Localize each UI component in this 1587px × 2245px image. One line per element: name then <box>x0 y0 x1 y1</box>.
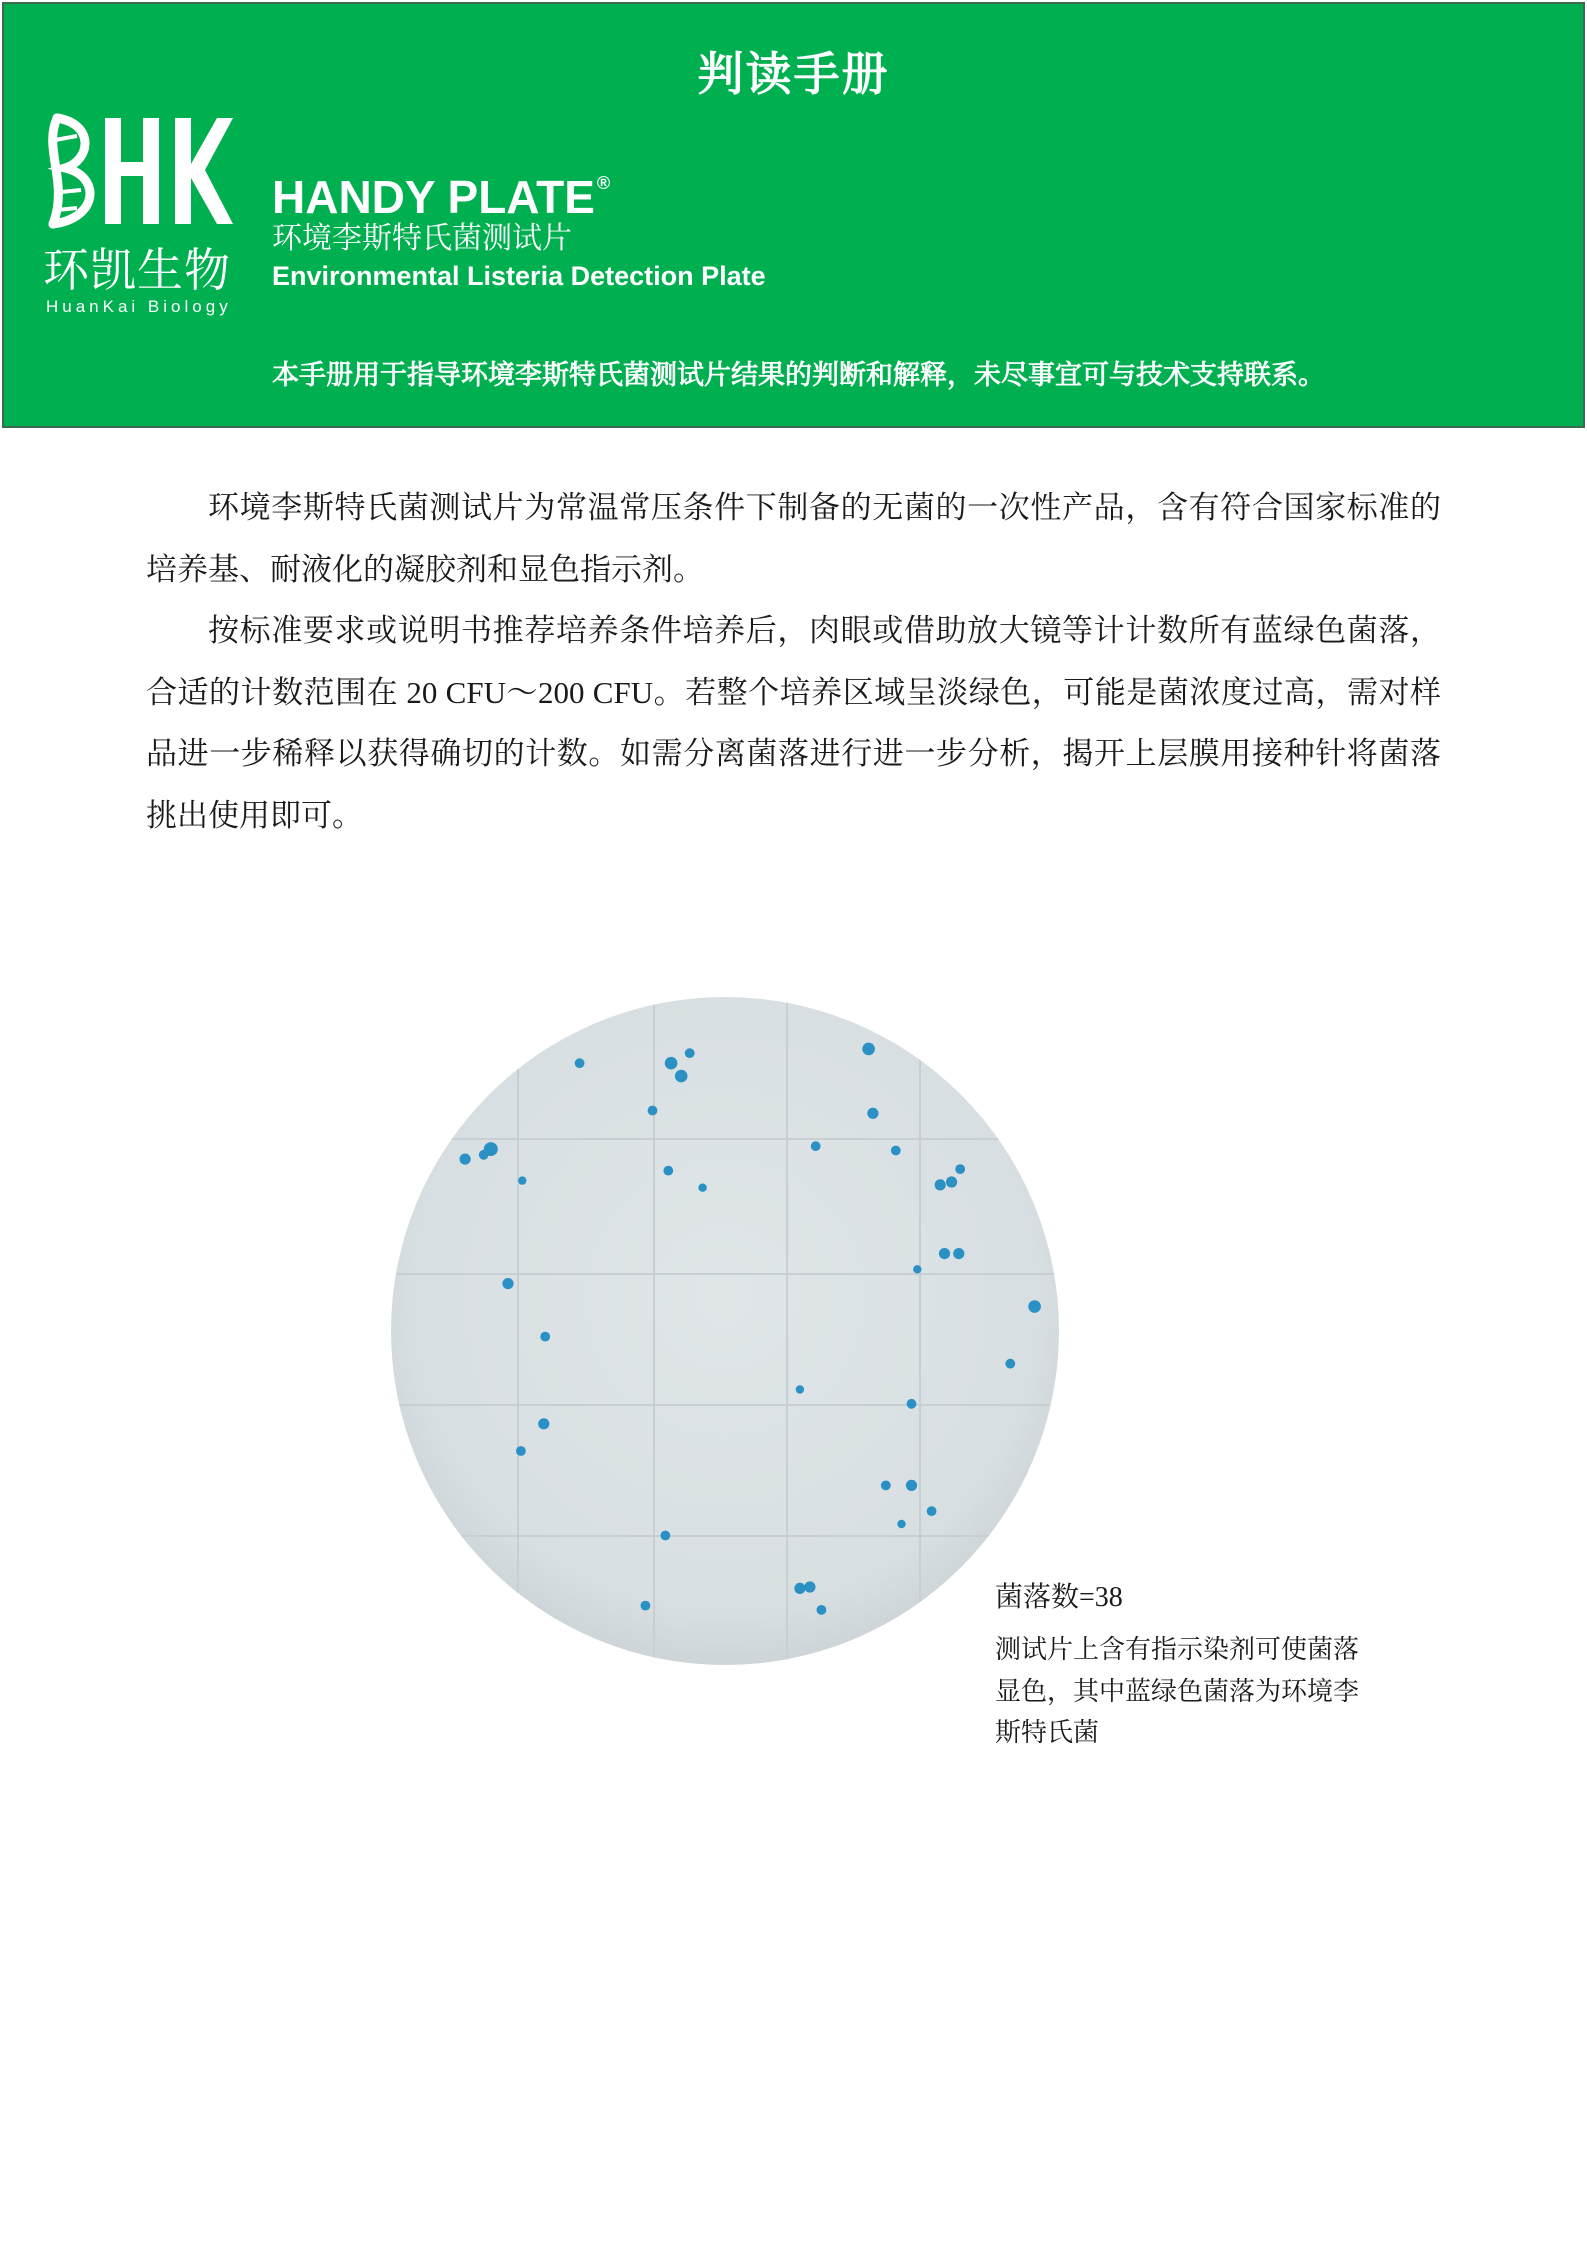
caption-line: 测试片上含有指示染剂可使菌落 <box>995 1635 1360 1664</box>
colony-dot <box>939 1248 950 1259</box>
colony-dot <box>502 1278 513 1289</box>
colony-dot <box>685 1048 695 1058</box>
paragraph-1 <box>146 477 1441 600</box>
body-text <box>146 477 1441 846</box>
helix-rung <box>55 136 77 140</box>
paragraph-2 <box>146 600 1441 846</box>
colony-dot <box>913 1265 921 1273</box>
caption-line: 显色，其中蓝绿色菌落为环境李 <box>995 1676 1360 1706</box>
colony-dot <box>538 1418 549 1429</box>
colony-dot <box>648 1106 658 1116</box>
huankai-logo-icon <box>41 110 233 232</box>
colony-dot <box>1005 1359 1015 1369</box>
brand-name-cn: 环凯生物 <box>43 243 231 297</box>
paragraph-line: 环境李斯特氏菌测试片为常温常压条件下制备的无菌的一次性产品，含有符合国家标准的 <box>208 490 1441 525</box>
colony-dot <box>796 1385 804 1393</box>
colony-dot <box>575 1058 585 1068</box>
test-plate-image <box>390 996 1060 1666</box>
product-name <box>272 157 610 223</box>
colony-dot <box>794 1583 805 1594</box>
logo-letter-k-stem <box>175 118 191 224</box>
colony-dot <box>665 1057 678 1070</box>
product-name-text: HANDY PLATE <box>272 171 595 223</box>
colony-dot <box>946 1176 957 1187</box>
caption-line: 斯特氏菌 <box>995 1718 1100 1747</box>
colony-dot <box>817 1605 827 1615</box>
colony-dot <box>891 1146 901 1156</box>
colony-dot <box>641 1601 651 1611</box>
colony-dot <box>927 1506 937 1516</box>
colony-dot <box>906 1480 917 1491</box>
page-title: 判读手册 <box>697 49 890 100</box>
paragraph-line: 培养基、耐液化的凝胶剂和显色指示剂。 <box>146 551 704 587</box>
plate-disc <box>391 997 1059 1665</box>
colony-dot <box>862 1043 875 1056</box>
colony-dot <box>953 1248 964 1259</box>
paragraph-line: 品进一步稀释以获得确切的计数。如需分离菌落进行进一步分析，揭开上层膜用接种针将菌落 <box>146 736 1441 771</box>
paragraph-line: 挑出使用即可。 <box>146 797 363 833</box>
colony-dot <box>811 1141 821 1151</box>
colony-dot <box>516 1446 526 1456</box>
product-name-cn: 环境李斯特氏菌测试片 <box>272 222 572 255</box>
colony-dot <box>661 1531 671 1541</box>
colony-dot <box>804 1581 815 1592</box>
logo-letter-h-bar <box>105 162 159 176</box>
colony-dot <box>881 1481 891 1491</box>
brand-name-en: HuanKai Biology <box>46 297 232 316</box>
helix-rung <box>61 190 81 192</box>
colony-dot <box>698 1184 706 1192</box>
manual-notice: 本手册用于指导环境李斯特氏菌测试片结果的判断和解释，未尽事宜可与技术支持联系。 <box>272 360 1325 390</box>
logo-letter-k-arms <box>191 118 233 224</box>
colony-dot <box>675 1070 688 1083</box>
colony-dot <box>479 1150 489 1160</box>
colony-dot <box>460 1154 471 1165</box>
registered-mark: ® <box>596 173 611 193</box>
colony-dot <box>897 1520 905 1528</box>
colony-dot <box>907 1399 917 1409</box>
helix-rung <box>57 208 77 210</box>
figure-caption <box>995 1629 1415 1754</box>
paragraph-line: 按标准要求或说明书推荐培养条件培养后，肉眼或借助放大镜等计计数所有蓝绿色菌落， <box>208 613 1441 648</box>
colony-dot <box>1028 1300 1041 1313</box>
colony-dot <box>935 1179 946 1190</box>
colony-dot <box>663 1166 673 1176</box>
colony-dot <box>540 1332 550 1342</box>
colony-dot <box>518 1176 526 1184</box>
paragraph-line: 合适的计数范围在 20 CFU～200 CFU。若整个培养区域呈淡绿色，可能是菌浓度过高，需对样 <box>146 674 1441 710</box>
colony-dot <box>955 1164 965 1174</box>
colony-count-label: 菌落数=38 <box>995 1582 1123 1613</box>
product-name-en: Environmental Listeria Detection Plate <box>272 261 766 291</box>
colony-dot <box>867 1108 878 1119</box>
